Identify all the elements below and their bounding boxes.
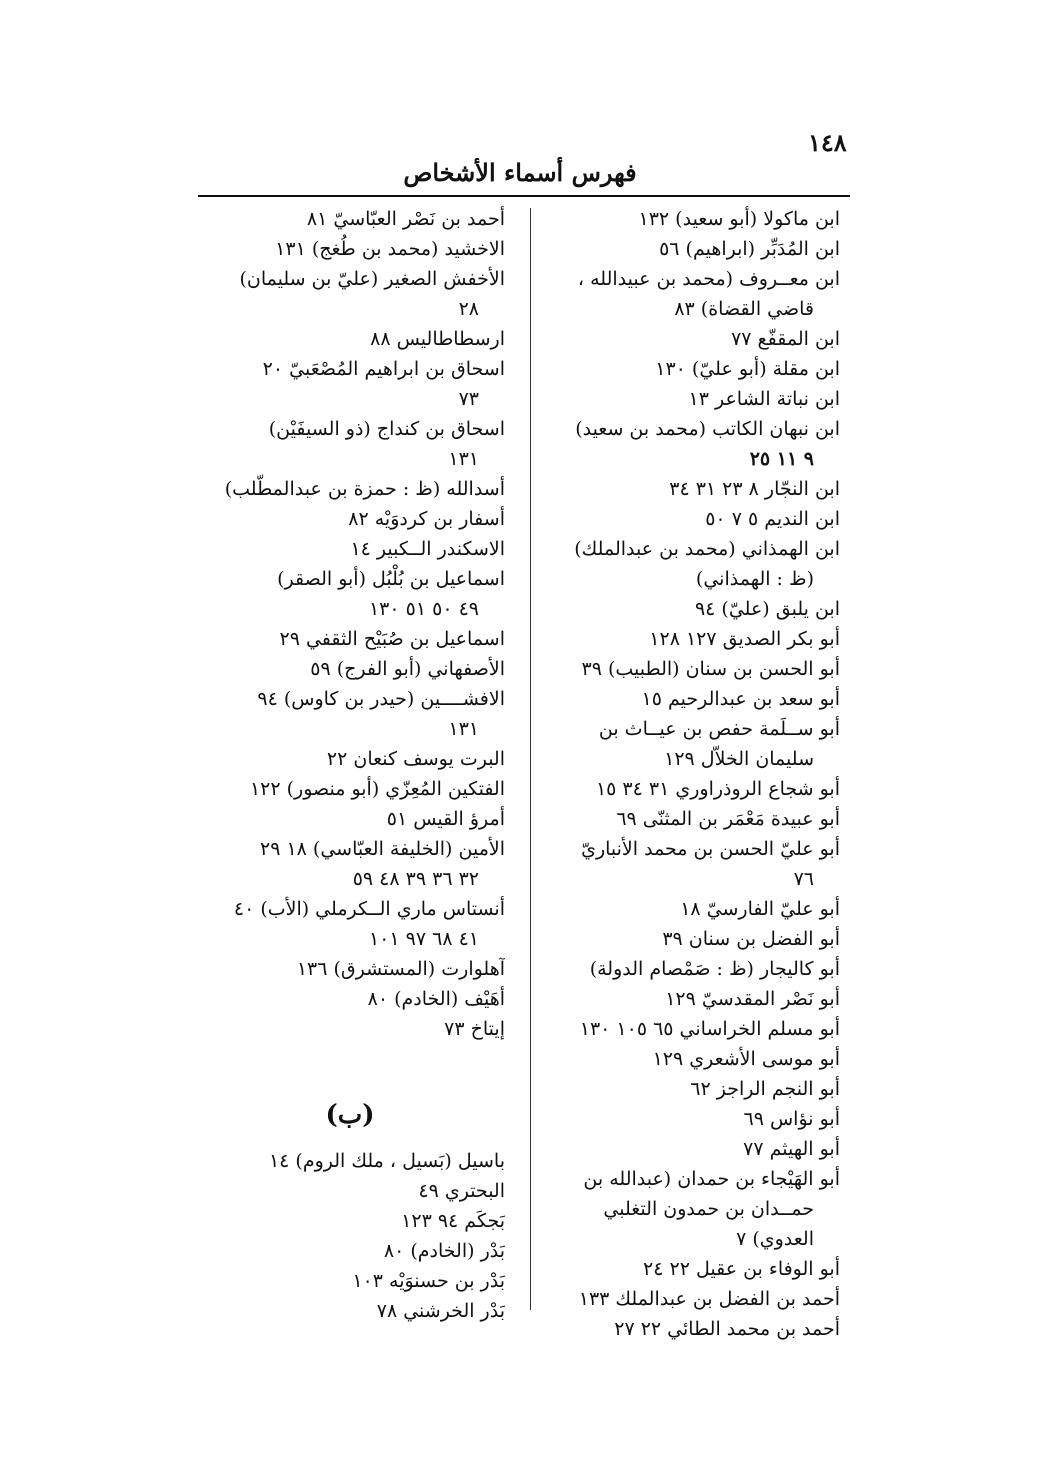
index-entry: أسفار بن كردوَيْه ٨٢ xyxy=(348,508,505,530)
index-entry: بَجكَم ٩٤ ١٢٣ xyxy=(401,1210,505,1232)
index-entry: ابن النجّار ٨ ٢٣ ٣١ ٣٤ xyxy=(669,478,840,500)
page-number: ١٤٨ xyxy=(808,128,847,157)
index-entry: أبو موسى الأشعري ١٢٩ xyxy=(652,1048,840,1070)
index-entry: أبو الفضل بن سنان ٣٩ xyxy=(662,928,840,950)
index-entry-continuation: العدوي) ٧ xyxy=(736,1228,814,1250)
index-entry: أبو الوفاء بن عقيل ٢٢ ٢٤ xyxy=(643,1258,840,1280)
left-column xyxy=(195,204,505,1326)
index-entry-continuation: ٩ ١١ ٢٥ xyxy=(749,448,814,470)
index-entry: أمرؤ القيس ٥١ xyxy=(386,808,505,830)
index-entry: أبو الهيثم ٧٧ xyxy=(743,1138,840,1160)
index-entry: أبو سعد بن عبدالرحيم ١٥ xyxy=(641,688,840,710)
index-entry-continuation: ١٣١ xyxy=(448,448,479,470)
index-entry-continuation: ٤١ ٦٨ ٩٧ ١٠١ xyxy=(368,928,479,950)
index-entry: ابن معــروف (محمد بن عبيدالله ، xyxy=(577,268,840,290)
index-entry: أحمد بن الفضل بن عبدالملك ١٣٣ xyxy=(578,1288,840,1310)
index-entry: أنستاس ماري الــكرملي (الأب) ٤٠ xyxy=(233,898,505,920)
index-entry: أبو عبيدة مَعْمَر بن المثنّى ٦٩ xyxy=(616,808,840,830)
index-entry: ابن يلبق (عليّ) ٩٤ xyxy=(694,598,840,620)
right-column xyxy=(547,204,840,1344)
index-entry: اسماعيل بن صُبَيْح الثقفي ٢٩ xyxy=(279,628,505,650)
index-entry: آهلوارت (المستشرق) ١٣٦ xyxy=(296,958,505,980)
index-entry: أبو عليّ الحسن بن محمد الأنباريّ xyxy=(581,838,840,860)
index-entry: بَدْر الخرشني ٧٨ xyxy=(376,1300,505,1322)
index-entry: بَدْر بن حسنوَيْه ١٠٣ xyxy=(352,1270,505,1292)
index-entry-continuation: ٣٢ ٣٦ ٣٩ ٤٨ ٥٩ xyxy=(352,868,479,890)
index-entry: الفتكين المُعِزّي (أبو منصور) ١٢٢ xyxy=(249,778,505,800)
index-entry: أبو كاليجار (ظ : صَمْصام الدولة) xyxy=(589,958,840,980)
index-entry-continuation: (ظ : الهمذاني) xyxy=(695,568,814,590)
index-entry: أسدالله (ظ : حمزة بن عبدالمطّلب) xyxy=(224,478,505,500)
index-entry: ابن الهمذاني (محمد بن عبدالملك) xyxy=(574,538,840,560)
index-entry-continuation: قاضي القضاة) ٨٣ xyxy=(674,298,814,320)
index-entry: ابن نبهان الكاتب (محمد بن سعيد) xyxy=(575,418,840,440)
index-entry: أبو عليّ الفارسيّ ١٨ xyxy=(680,898,840,920)
index-entry: أحمد بن محمد الطائي ٢٢ ٢٧ xyxy=(614,1318,840,1340)
index-entry-continuation: سليمان الخلاّل ١٢٩ xyxy=(664,748,814,770)
index-entry: أبو مسلم الخراساني ٦٥ ١٠٥ ١٣٠ xyxy=(579,1018,840,1040)
index-entry: أحمد بن نَصْر العبّاسيّ ٨١ xyxy=(306,208,505,230)
index-entry: ابن نباتة الشاعر ١٣ xyxy=(688,388,840,410)
index-entry: أبو بكر الصديق ١٢٧ ١٢٨ xyxy=(649,628,840,650)
index-entry: الافشــــين (حيدر بن كاوس) ٩٤ xyxy=(257,688,505,710)
section-heading-b: (ب) xyxy=(325,1100,375,1130)
index-entry: باسيل (بَسيل ، ملك الروم) ١٤ xyxy=(268,1150,505,1172)
index-entry-continuation: ٧٣ xyxy=(458,388,479,410)
index-entry: أبو النجم الراجز ٦٢ xyxy=(690,1078,840,1100)
column-divider xyxy=(530,208,531,1310)
index-entry-continuation: ١٣١ xyxy=(448,718,479,740)
index-entry: أبو نَصْر المقدسيّ ١٢٩ xyxy=(665,988,840,1010)
page-title: فهرس أسماء الأشخاص xyxy=(403,158,637,187)
index-entry-continuation: حمــدان بن حمدون التغلبي xyxy=(603,1198,814,1220)
index-entry: البحتري ٤٩ xyxy=(418,1180,505,1202)
index-entry: إيتاخ ٧٣ xyxy=(444,1018,505,1040)
index-entry: الأمين (الخليفة العبّاسي) ١٨ ٢٩ xyxy=(260,838,505,860)
index-entry: ابن المُدَبِّر (ابراهيم) ٥٦ xyxy=(659,238,840,260)
index-entry: أهَيْف (الخادم) ٨٠ xyxy=(367,988,505,1010)
index-entry: اسماعيل بن بُلْبُل (أبو الصقر) xyxy=(277,568,505,590)
index-entry: الأصفهاني (أبو الفرج) ٥٩ xyxy=(310,658,505,680)
index-entry: الاسكندر الــكبير ١٤ xyxy=(350,538,505,560)
top-rule xyxy=(198,195,850,197)
index-entry: اسحاق بن ابراهيم المُصْعَبيّ ٢٠ xyxy=(262,358,505,380)
index-entry-continuation: ٤٩ ٥٠ ٥١ ١٣٠ xyxy=(368,598,479,620)
index-entry: أبو شجاع الروذراوري ٣١ ٣٤ ١٥ xyxy=(595,778,840,800)
index-entry-continuation: ٢٨ xyxy=(458,298,479,320)
index-entry: البرت يوسف كنعان ٢٢ xyxy=(326,748,505,770)
index-entry-continuation: ٧٦ xyxy=(793,868,814,890)
index-entry: ابن مقلة (أبو عليّ) ١٣٠ xyxy=(655,358,840,380)
index-entry: ابن المقفّع ٧٧ xyxy=(731,328,840,350)
index-entry: ابن النديم ٥ ٧ ٥٠ xyxy=(705,508,840,530)
index-entry: بَدْر (الخادم) ٨٠ xyxy=(383,1240,505,1262)
index-entry: اسحاق بن كنداج (ذو السيفَيْن) xyxy=(268,418,505,440)
index-entry: أبو ســلَمة حفص بن عيــاث بن xyxy=(598,718,840,740)
index-entry: أبو الهَيْجاء بن حمدان (عبدالله بن xyxy=(583,1168,840,1190)
index-entry: ارسطاطاليس ٨٨ xyxy=(370,328,505,350)
index-entry: أبو نؤاس ٦٩ xyxy=(743,1108,840,1130)
index-entry: الاخشيد (محمد بن طُغج) ١٣١ xyxy=(275,238,505,260)
index-entry: أبو الحسن بن سنان (الطبيب) ٣٩ xyxy=(581,658,840,680)
index-entry: الأخفش الصغير (عليّ بن سليمان) xyxy=(239,268,505,290)
index-entry: ابن ماكولا (أبو سعيد) ١٣٢ xyxy=(638,208,840,230)
